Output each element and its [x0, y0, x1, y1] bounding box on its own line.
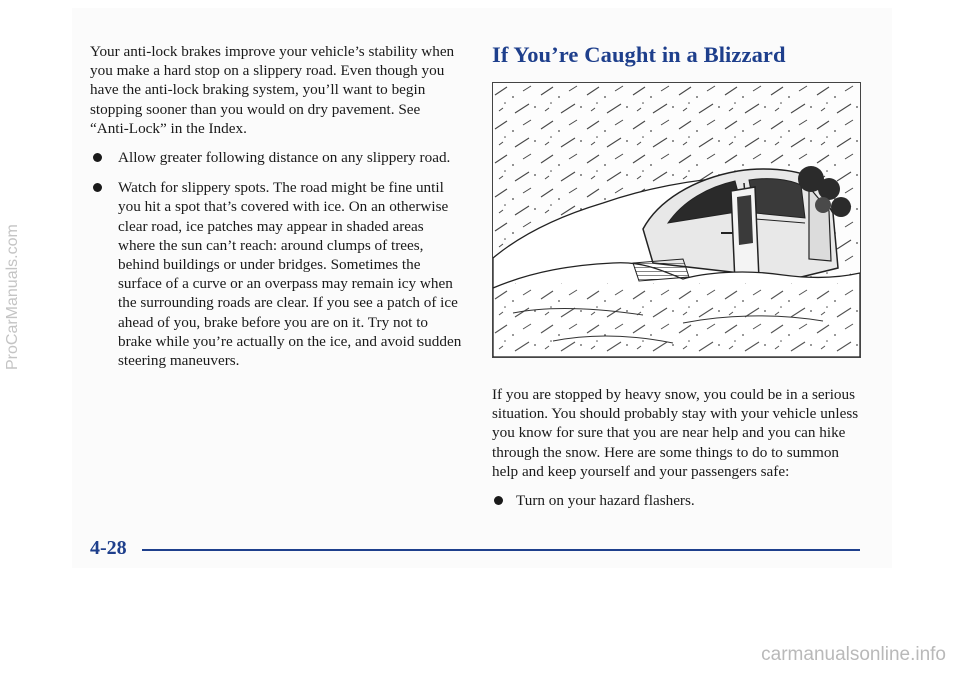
footer-divider: [142, 549, 860, 551]
right-column-body: [492, 385, 862, 521]
list-item: [492, 491, 862, 510]
section-heading: If You’re Caught in a Blizzard: [492, 42, 786, 67]
right-column-header: [492, 42, 862, 80]
intro-paragraph: Your anti-lock brakes improve your vehicle’s stability when you make a hard stop on a slippery road. Even though you have the anti-lock braking system, you’ll want to begin stopping sooner than you would on dry pavement. See “Anti-Lock” in the Index.: [90, 43, 455, 137]
side-watermark: ProCarManuals.com: [4, 224, 21, 370]
left-column: [90, 42, 462, 381]
bullet-icon: [93, 183, 102, 192]
list-item: [90, 178, 462, 370]
bullet-text: Turn on your hazard flashers.: [516, 492, 695, 510]
bullet-icon: [93, 153, 102, 162]
bottom-watermark: carmanualsonline.info: [761, 644, 946, 665]
list-item: [90, 148, 462, 167]
page-number: 4-28: [90, 537, 127, 559]
blizzard-car-illustration: [492, 82, 861, 358]
bullet-icon: [494, 496, 503, 505]
bullet-text: Allow greater following distance on any slippery road.: [118, 149, 451, 167]
blizzard-paragraph: If you are stopped by heavy snow, you could be in a serious situation. You should probably stay with your vehicle unless you know for sure that you are near help and you can hike through the snow. Here are some things to do to summon help and keep yourself and your passengers safe:: [492, 386, 859, 480]
bullet-text: Watch for slippery spots. The road might be fine until you hit a spot that’s covered with ice. On an otherwise clear road, ice patches may appear in shaded areas where the sun can’t reach: around clumps of trees, behind buildings or under bridges. Sometimes the surface of a curve or an overpass may remain icy when the surrounding roads are clear. If you see a patch of ice ahead of you, brake before you are on it. Try not to brake while you’re actually on the ice, and avoid sudden steering maneuvers.: [118, 179, 462, 370]
car-in-snow-drawing: [493, 83, 860, 357]
